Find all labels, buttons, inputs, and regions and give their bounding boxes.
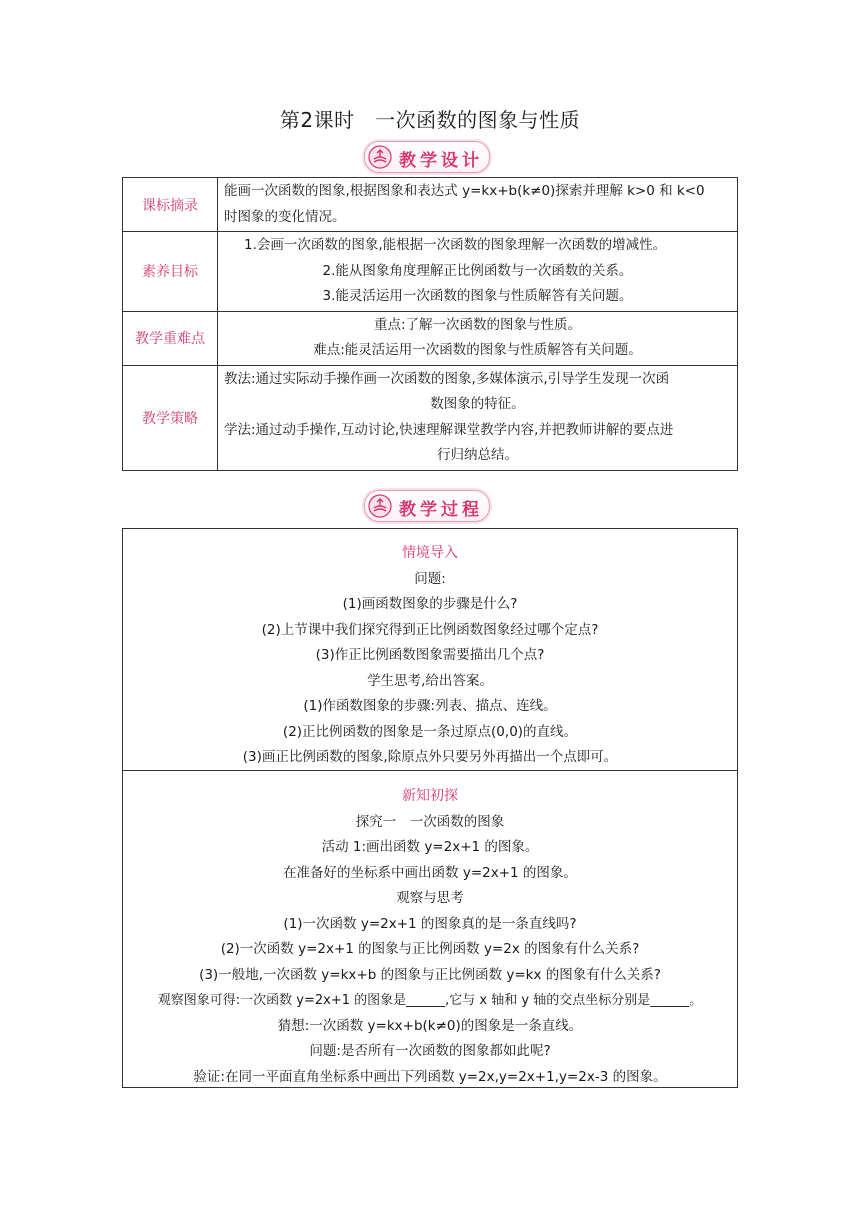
lesson-design-table (122, 177, 738, 471)
book-emblem-icon (368, 145, 392, 169)
content-line: 观察图象可得:一次函数 y=2x+1 的图象是______,它与 x 轴和 y 轴的交点坐标分别是______。 (157, 993, 703, 1008)
content-line: (3)作正比例函数图象需要描出几个点? (315, 647, 545, 663)
table-row (123, 311, 738, 365)
content-line: (2)上节课中我们探究得到正比例函数图象经过哪个定点? (261, 621, 599, 638)
content-line: (1)一次函数 y=2x+1 的图象真的是一条直线吗? (283, 915, 577, 932)
banner-label: 教学设计 (399, 151, 483, 171)
row-label: 教学策略 (123, 365, 218, 470)
content-line: 行归纳总结。 (437, 447, 518, 463)
book-emblem-icon (368, 494, 392, 518)
section-heading: 新知初探 (402, 788, 458, 804)
content-line: 能画一次函数的图象,根据图象和表达式 y=kx+b(k≠0)探索并理解 k>0 和 k<0 (224, 183, 705, 199)
page-title: 第2课时 一次函数的图象与性质 (279, 108, 581, 132)
section-banner-design (364, 141, 490, 173)
process-section-new-knowledge (122, 770, 738, 1088)
content-line: 重点:了解一次函数的图象与性质。 (373, 316, 582, 333)
table-row (123, 365, 738, 470)
row-content (218, 178, 738, 232)
content-line: (2)正比例函数的图象是一条过原点(0,0)的直线。 (282, 723, 578, 740)
row-content (218, 232, 738, 312)
content-line: 活动 1:画出函数 y=2x+1 的图象。 (321, 839, 539, 855)
content-line: 在准备好的坐标系中画出函数 y=2x+1 的图象。 (283, 864, 577, 881)
content-line: 观察与思考 (396, 890, 464, 906)
section-banner-process (364, 490, 490, 522)
content-line: 问题: (414, 570, 446, 587)
row-label: 教学重难点 (123, 311, 218, 365)
content-line: 时图象的变化情况。 (224, 208, 346, 225)
content-line: 学法:通过动手操作,互动讨论,快速理解课堂教学内容,并把教师讲解的要点进 (224, 421, 674, 438)
content-line: (3)画正比例函数的图象,除原点外只要另外再描出一个点即可。 (242, 749, 618, 765)
content-line: 猜想:一次函数 y=kx+b(k≠0)的图象是一条直线。 (277, 1017, 583, 1034)
row-label: 素养目标 (123, 232, 218, 312)
row-content (218, 311, 738, 365)
content-line: (2)一次函数 y=2x+1 的图象与正比例函数 y=2x 的图象有什么关系? (220, 941, 640, 957)
content-line: 难点:能灵活运用一次函数的图象与性质解答有关问题。 (313, 342, 642, 358)
content-line: (1)作函数图象的步骤:列表、描点、连线。 (303, 698, 557, 714)
content-line: 探究一 一次函数的图象 (355, 813, 505, 830)
banner-label: 教学过程 (399, 500, 483, 520)
row-label: 课标摘录 (123, 178, 218, 232)
table-row (123, 178, 738, 232)
section-heading: 情境导入 (402, 545, 458, 561)
content-line: 3.能灵活运用一次函数的图象与性质解答有关问题。 (322, 288, 633, 304)
content-line: (3)一般地,一次函数 y=kx+b 的图象与正比例函数 y=kx 的图象有什么关系? (199, 966, 661, 983)
content-line: 问题:是否所有一次函数的图象都如此呢? (309, 1043, 551, 1059)
content-line: 2.能从图象角度理解正比例函数与一次函数的关系。 (322, 262, 633, 279)
content-line: 验证:在同一平面直角坐标系中画出下列函数 y=2x,y=2x+1,y=2x-3 的图象。 (193, 1068, 667, 1085)
content-line: 学生思考,给出答案。 (367, 672, 493, 689)
content-line: (1)画函数图象的步骤是什么? (342, 596, 518, 612)
row-content (218, 365, 738, 470)
process-section-intro (122, 528, 738, 771)
table-row (123, 232, 738, 312)
content-line: 1.会画一次函数的图象,能根据一次函数的图象理解一次函数的增减性。 (244, 237, 667, 253)
content-line: 数图象的特征。 (430, 396, 525, 412)
content-line: 教法:通过实际动手操作画一次函数的图象,多媒体演示,引导学生发现一次函 (224, 370, 670, 387)
